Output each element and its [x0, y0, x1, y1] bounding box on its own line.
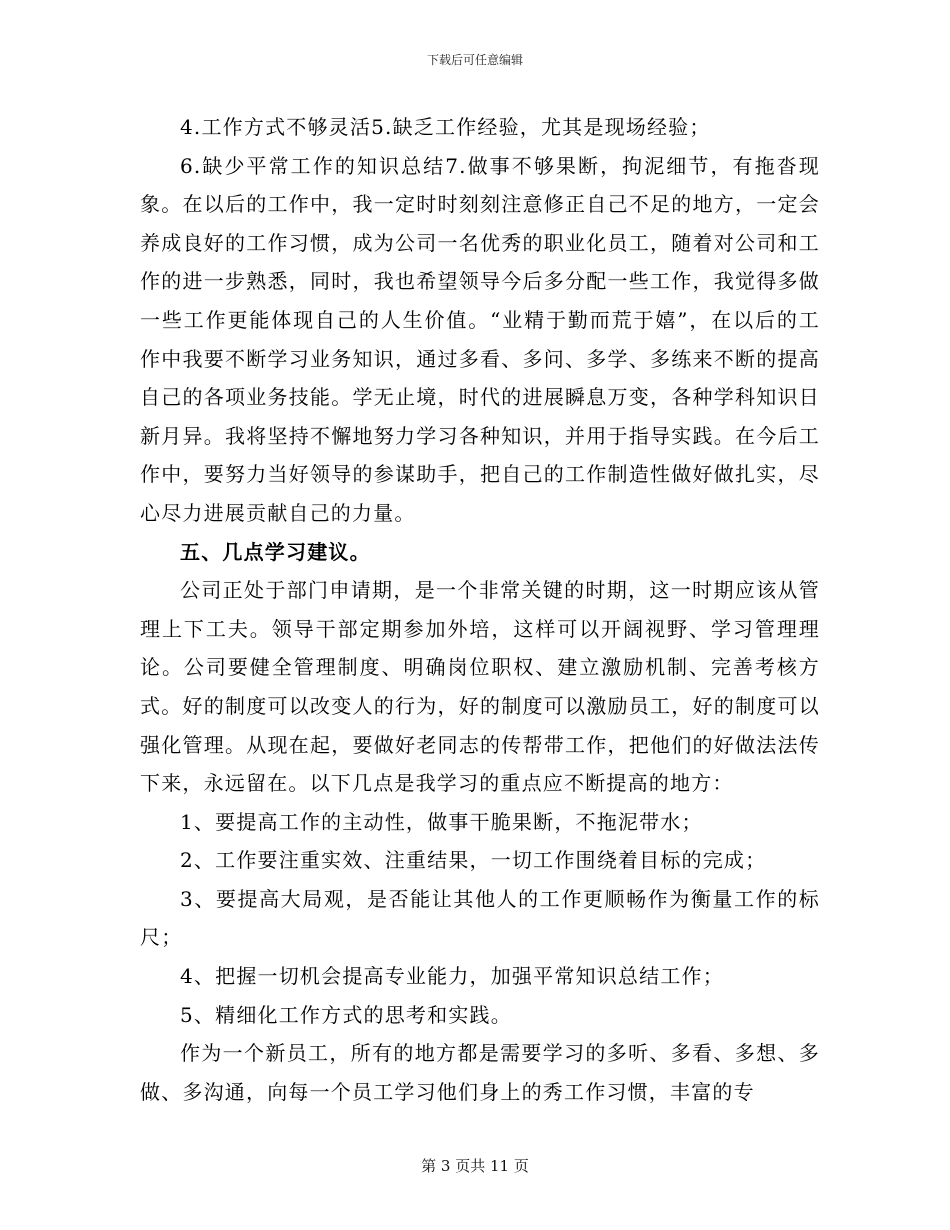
list-item-2: 2、工作要注重实效、注重结果，一切工作围绕着目标的完成；: [180, 848, 767, 873]
paragraph-new-employee: 作为一个新员工，所有的地方都是需要学习的多听、多看、多想、多做、多沟通，向每一个员工学习他们身上的秀工作习惯，丰富的专: [140, 1041, 820, 1104]
page-header: 下载后可任意编辑: [426, 53, 523, 67]
list-item-1: 1、要提高工作的主动性，做事干脆果断，不拖泥带水；: [180, 809, 703, 834]
list-item-4: 4、把握一切机会提高专业能力，加强平常知识总结工作；: [180, 964, 724, 989]
list-item-3: 3、要提高大局观，是否能让其他人的工作更顺畅作为衡量工作的标尺；: [140, 886, 820, 950]
list-item-5: 5、精细化工作方式的思考和实践。: [180, 1002, 512, 1027]
page-number: 第 3 页共 11 页: [421, 1157, 529, 1175]
section-heading-learning-suggestions: 五、几点学习建议。: [180, 539, 371, 564]
document-body: [140, 108, 820, 1111]
paragraph-work-style: 4.工作方式不够灵活5.缺乏工作经验，尤其是现场经验；: [180, 115, 711, 139]
paragraph-summary-and-goals: 6.缺少平常工作的知识总结7.做事不够果断，拘泥细节，有拖沓现象。在以后的工作中，我一定时时刻刻注意修正自己不足的地方，一定会养成良好的工作习惯，成为公司一名优秀的职业化员工，随着对公司和工作的进一步熟悉，同时，我也希望领导今后多分配一些工作，我觉得多做一些工作更能体现自己的人生价值。“业精于勤而荒于嬉”，在以后的工作中我要不断学习业务知识，通过多看、多问、多学、多练来不断的提高自己的各项业务技能。学无止境，时代的进展瞬息万变，各种学科知识日新月异。我将坚持不懈地努力学习各种知识，并用于指导实践。在今后工作中，要努力当好领导的参谋助手，把自己的工作制造性做好做扎实，尽心尽力进展贡献自己的力量。: [140, 153, 820, 525]
paragraph-company-management: 公司正处于部门申请期，是一个非常关键的时期，这一时期应该从管理上下工夫。领导干部定期参加外培，这样可以开阔视野、学习管理理论。公司要健全管理制度、明确岗位职权、建立激励机制、完善考核方式。好的制度可以改变人的行为，好的制度可以激励员工，好的制度可以强化管理。从现在起，要做好老同志的传帮带工作，把他们的好做法法传下来，永远留在。以下几点是我学习的重点应不断提高的地方：: [140, 578, 820, 796]
